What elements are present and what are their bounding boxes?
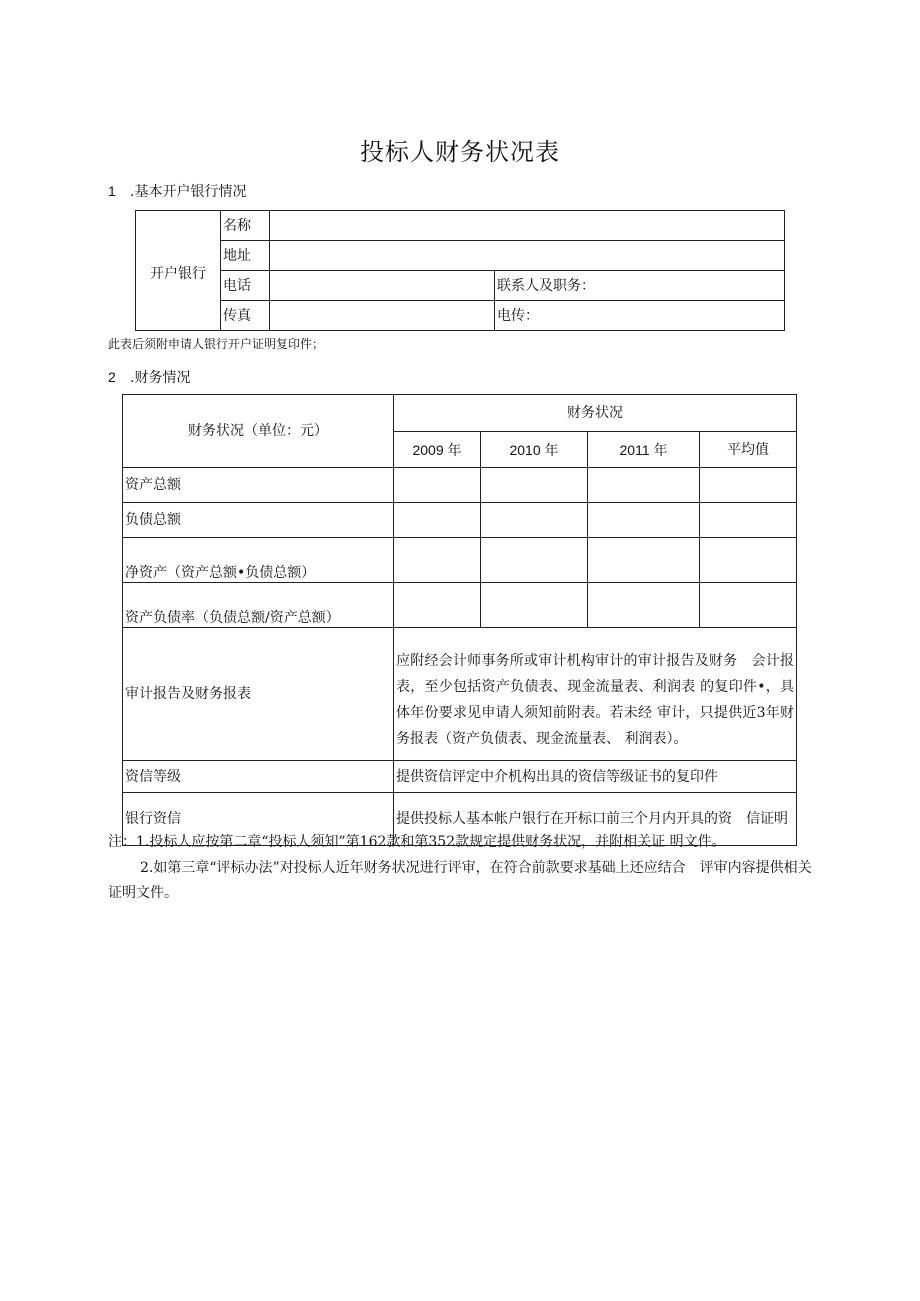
bank-telegraph-field[interactable]: 电传： <box>495 301 785 331</box>
footnote-2: 2.如第三章“评标办法”对投标人近年财务状况进行评审，在符合前款要求基础上还应结合 评审内容提供相关证明文件。 <box>108 860 812 901</box>
section-2-number: 2 <box>108 369 116 385</box>
col-header: 2009 年 <box>394 432 481 468</box>
data-cell[interactable] <box>481 538 588 583</box>
section-1-heading <box>108 181 246 201</box>
data-cell[interactable] <box>700 583 797 628</box>
section-1-title: .基本开户银行情况 <box>130 184 247 200</box>
data-cell[interactable] <box>481 468 588 503</box>
footnote-1: 注：1.投标人应按第二章“投标人须知”第162款和第352款规定提供财务状况，并附相关证 明文件。 <box>108 834 726 850</box>
data-cell[interactable] <box>588 468 700 503</box>
bank-fax-field[interactable] <box>270 301 495 331</box>
finance-table <box>122 394 797 846</box>
bank-name-field[interactable] <box>270 211 785 241</box>
bank-credit-label: 银行资信 <box>123 793 394 846</box>
data-cell[interactable] <box>394 468 481 503</box>
section-2-heading <box>108 367 190 387</box>
finance-col-group: 财务状况 <box>394 395 797 432</box>
data-cell[interactable] <box>700 538 797 583</box>
data-cell[interactable] <box>700 468 797 503</box>
section-1-number: 1 <box>108 183 116 199</box>
data-cell[interactable] <box>700 503 797 538</box>
data-cell[interactable] <box>394 503 481 538</box>
col-header: 2011 年 <box>588 432 700 468</box>
row-label: 净资产（资产总额•负债总额） <box>123 538 394 583</box>
data-cell[interactable] <box>394 538 481 583</box>
bank-address-field[interactable] <box>270 241 785 271</box>
bank-group-label: 开户银行 <box>136 211 221 331</box>
audit-label: 审计报告及财务报表 <box>123 628 394 761</box>
row-label: 负债总额 <box>123 503 394 538</box>
bank-phone-label: 电话 <box>221 271 270 301</box>
audit-requirement: 应附经会计师事务所或审计机构审计的审计报告及财务 会计报表，至少包括资产负债表、现金流量表、利润表 的复印件•，具体年份要求见申请人须知前附表。若未经 审计，只提供近3年财务报表（资产负债表、现金流量表、 利润表）。 <box>394 628 797 761</box>
bank-info-table <box>135 210 785 331</box>
col-header: 2010 年 <box>481 432 588 468</box>
bank-contact-field[interactable]: 联系人及职务： <box>495 271 785 301</box>
bank-fax-label: 传真 <box>221 301 270 331</box>
bank-phone-field[interactable] <box>270 271 495 301</box>
bank-name-label: 名称 <box>221 211 270 241</box>
data-cell[interactable] <box>394 583 481 628</box>
credit-requirement: 提供资信评定中介机构出具的资信等级证书的复印件 <box>394 761 797 793</box>
data-cell[interactable] <box>588 583 700 628</box>
row-label: 资产总额 <box>123 468 394 503</box>
credit-label: 资信等级 <box>123 761 394 793</box>
row-label: 资产负债率（负债总额/资产总额） <box>123 583 394 628</box>
col-header: 平均值 <box>700 432 797 468</box>
section-2-title: .财务情况 <box>130 370 191 386</box>
bank-credit-requirement: 提供投标人基本帐户银行在开标口前三个月内开具的资 信证明 <box>394 793 797 846</box>
data-cell[interactable] <box>481 583 588 628</box>
data-cell[interactable] <box>588 538 700 583</box>
bank-note: 此表后须附申请人银行开户证明复印件； <box>108 337 325 351</box>
finance-row-header: 财务状况（单位：元） <box>123 395 394 468</box>
data-cell[interactable] <box>481 503 588 538</box>
bank-address-label: 地址 <box>221 241 270 271</box>
page-title: 投标人财务状况表 <box>360 138 560 166</box>
data-cell[interactable] <box>588 503 700 538</box>
